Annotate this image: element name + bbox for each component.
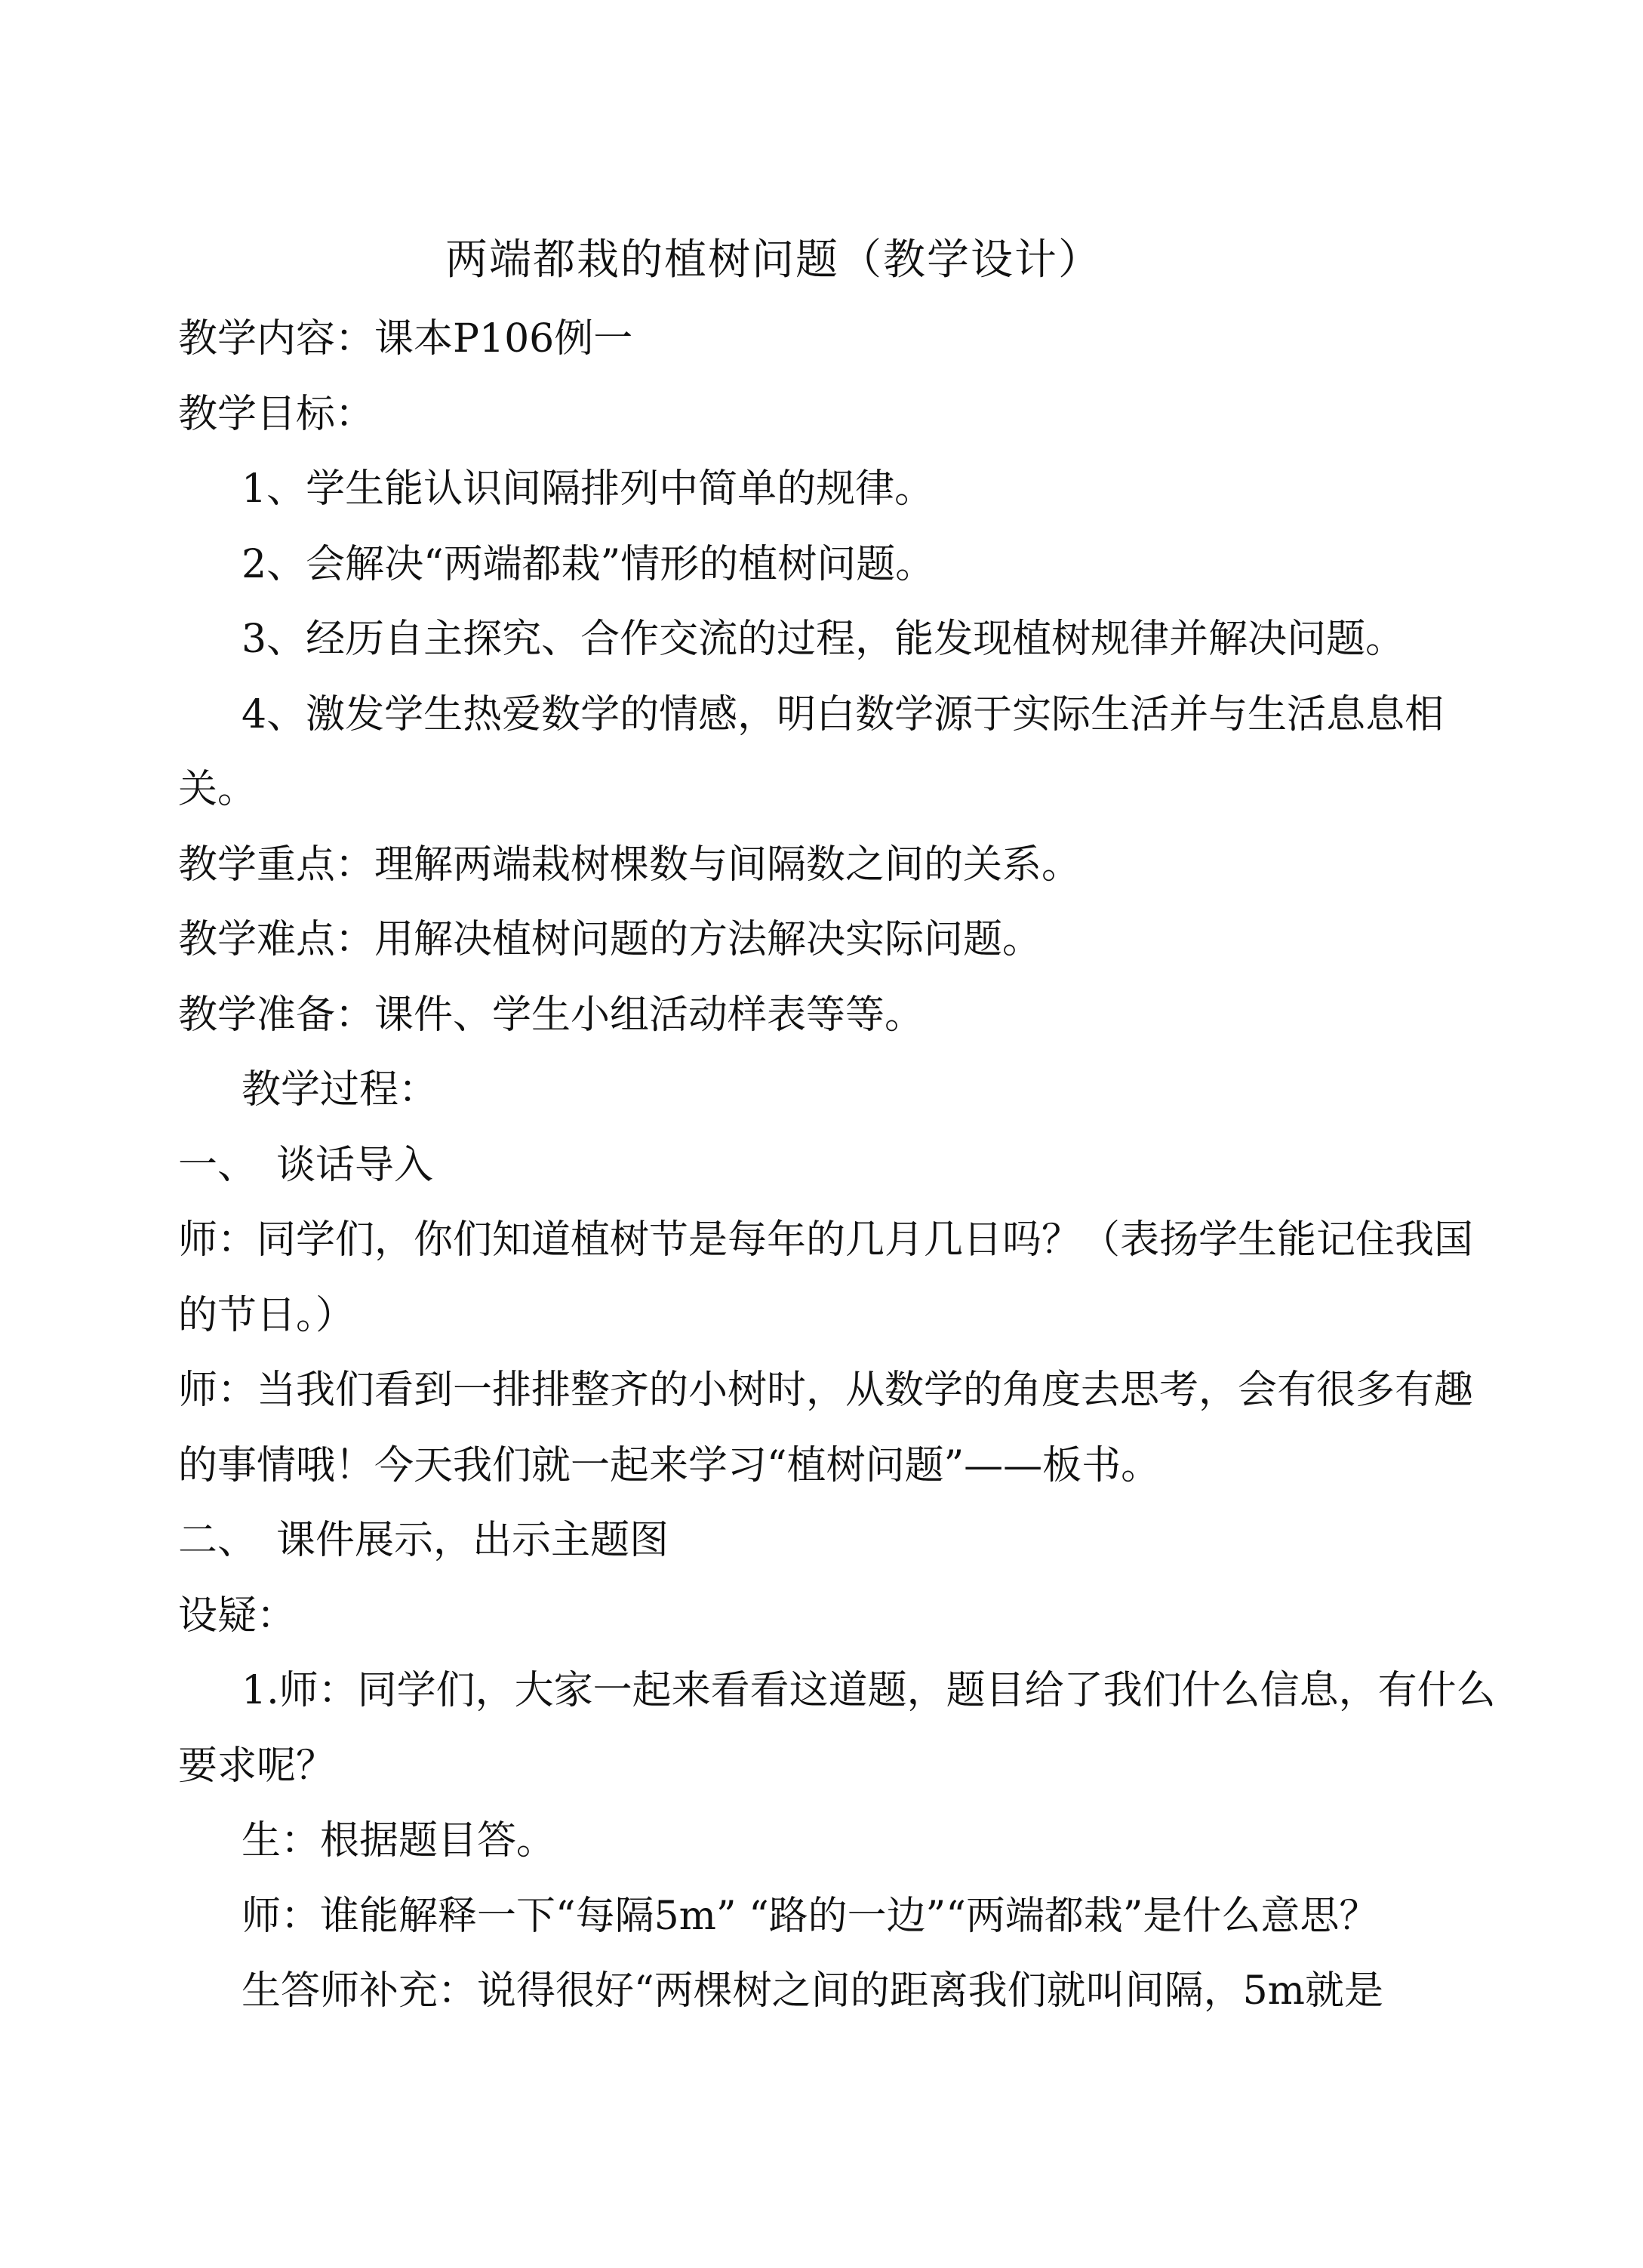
teacher-dialogue-1: 师：同学们，你们知道植树节是每年的几月几日吗？（表扬学生能记住我国的节日。）: [178, 1217, 1474, 1338]
document-title: 两端都栽的植树问题（教学设计）: [445, 235, 1102, 285]
teaching-preparation: 教学准备：课件、学生小组活动样表等等。: [178, 992, 925, 1038]
teacher-question-2: 师：谁能解释一下“每隔5m” “路的一边”“两端都栽”是什么意思？: [242, 1893, 1379, 1939]
section-heading-2: 二、 课件展示，出示主题图: [178, 1518, 669, 1563]
teacher-question-1: 1.师：同学们，大家一起来看看这道题，题目给了我们什么信息，有什么要求呢？: [178, 1668, 1496, 1789]
teaching-goals-heading: 教学目标：: [178, 391, 375, 437]
goal-item-3: 3、经历自主探究、合作交流的过程，能发现植树规律并解决问题。: [242, 617, 1405, 662]
teaching-difficulty: 教学难点：用解决植树问题的方法解决实际问题。: [178, 917, 1042, 962]
document-body: [178, 302, 1506, 2030]
teaching-process-heading: 教学过程：: [242, 1067, 438, 1112]
teacher-dialogue-2: 师：当我们看到一排排整齐的小树时，从数学的角度去思考，会有很多有趣的事情哦！今天我们就一起来学习“植树问题”——板书。: [178, 1368, 1474, 1488]
questioning-heading: 设疑：: [178, 1593, 297, 1639]
teaching-key-point: 教学重点：理解两端栽树棵数与间隔数之间的关系。: [178, 842, 1081, 888]
goal-item-1: 1、学生能认识间隔排列中简单的规律。: [242, 466, 934, 512]
teacher-supplement: 生答师补充：说得很好“两棵树之间的距离我们就叫间隔，5m就是: [242, 1968, 1383, 2014]
goal-item-4: 4、激发学生热爱数学的情感，明白数学源于实际生活并与生活息息相关。: [178, 691, 1445, 812]
goal-item-2: 2、会解决“两端都栽”情形的植树问题。: [242, 541, 935, 587]
student-answer-1: 生：根据题目答。: [242, 1818, 556, 1863]
teaching-content: 教学内容：课本P106例一: [178, 316, 633, 362]
section-heading-1: 一、 谈话导入: [178, 1142, 434, 1188]
